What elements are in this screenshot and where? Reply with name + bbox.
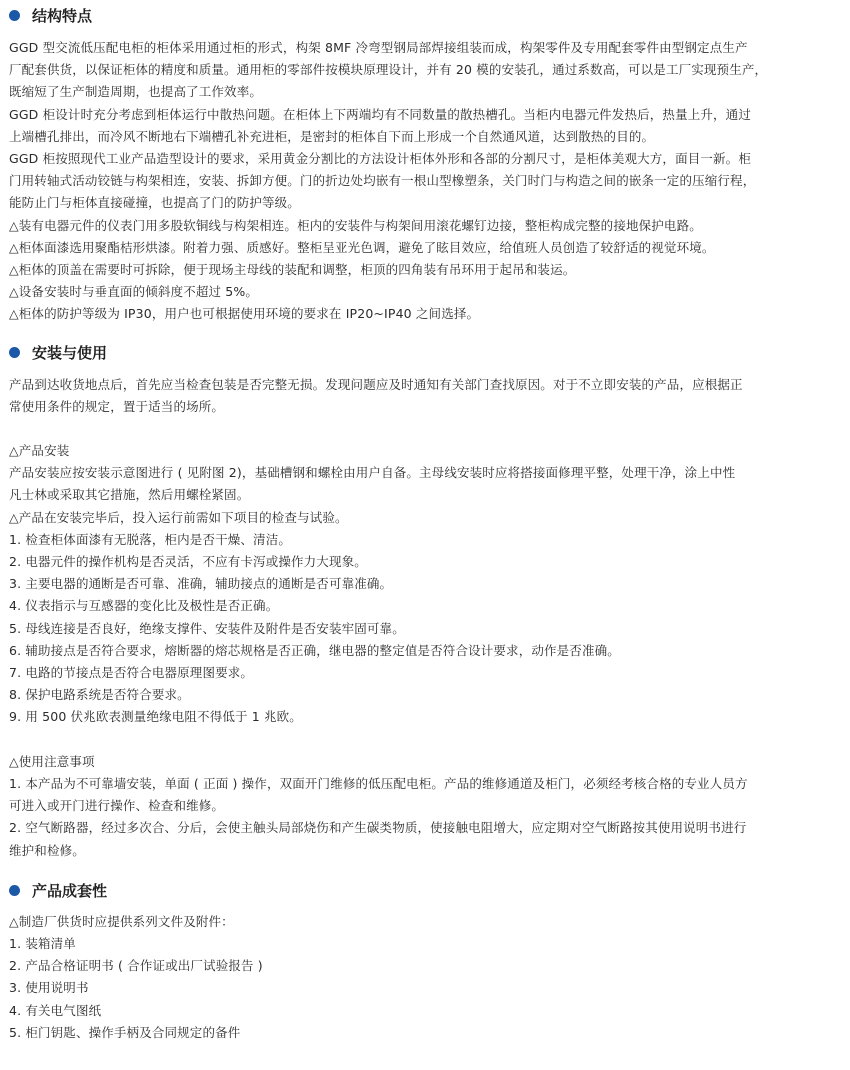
list-item: 5. 柜门钥匙、操作手柄及合同规定的备件 [9,1024,241,1040]
list-item: 6. 辅助接点是否符合要求，熔断器的熔芯规格是否正确，继电器的整定值是否符合设计要求，动作是否准确。 [9,642,620,658]
section-title: 结构特点 [32,6,93,25]
subheading: △使用注意事项 [9,753,95,769]
text-line: 能防止门与柜体直接碰撞，也提高了门的防护等级。 [9,195,300,211]
list-item: 4. 有关电气图纸 [9,1002,102,1018]
text-line: 既缩短了生产制造周期，也提高了工作效率。 [9,84,263,100]
list-item: 4. 仪表指示与互感器的变化比及极性是否正确。 [9,598,279,614]
installation-body [9,374,842,862]
list-item: 3. 主要电器的通断是否可靠、准确，辅助接点的通断是否可靠准确。 [9,576,393,592]
list-item: 1. 检查柜体面漆有无脱落，柜内是否干燥、清洁。 [9,531,292,547]
document-page [0,4,850,1070]
text-line: △设备安装时与垂直面的倾斜度不超过 5%。 [9,284,259,300]
text-line: △柜体面漆选用聚酯桔形烘漆。附着力强、质感好。整柜呈亚光色调，避免了眩目效应，给值班人员创造了较舒适的视觉环境。 [9,239,715,255]
list-item: 8. 保护电路系统是否符合要求。 [9,687,190,703]
text-line: 门用转轴式活动铰链与构架相连，安装、拆卸方便。门的折边处均嵌有一根山型橡塑条，关门时门与构造之间的嵌条一定的压缩行程， [9,173,756,189]
list-item: 2. 产品合格证明书 ( 合作证或出厂试验报告 ) [9,958,263,974]
text-line: 维护和检修。 [9,842,85,858]
list-item: 1. 装箱清单 [9,935,76,951]
structure-body [9,37,842,326]
text-line: 可进入或开门进行操作、检查和维修。 [9,798,225,814]
text-line: 厂配套供货，以保证柜体的精度和质量。通用柜的零部件按模块原理设计，并有 20 模的安装孔，通过系数高，可以是工厂实现预生产， [9,62,768,78]
section-title: 产品成套性 [32,882,108,901]
list-item: 2. 电器元件的操作机构是否灵活，不应有卡泻或操作力大现象。 [9,554,367,570]
subheading: △制造厂供货时应提供系列文件及附件： [9,913,234,929]
list-item: 7. 电路的节接点是否符合电器原理图要求。 [9,665,254,681]
text-line: △装有电器元件的仪表门用多股软铜线与构架相连。柜内的安装件与构架间用滚花螺钉边接，整柜构成完整的接地保护电路。 [9,217,702,233]
section-heading-structure [9,4,842,26]
text-line: △柜体的顶盖在需要时可拆除，便于现场主母线的装配和调整，柜顶的四角装有吊环用于起吊和装运。 [9,262,576,278]
bullet-dot-icon [9,347,20,358]
section-title: 安装与使用 [32,344,108,363]
list-item: 5. 母线连接是否良好，绝缘支撑件、安装件及附件是否安装牢固可靠。 [9,620,405,636]
text-line: 常使用条件的规定，置于适当的场所。 [9,398,225,414]
text-line: GGD 柜设计时充分考虑到柜体运行中散热问题。在柜体上下两端均有不同数量的散热槽孔。当柜内电器元件发热后，热量上升，通过 [9,106,751,122]
subheading: △产品安装 [9,443,70,459]
text-line: 上端槽孔排出，而冷风不断地右下端槽孔补充进柜，是密封的柜体自下而上形成一个自然通风道，达到散热的目的。 [9,128,655,144]
text-line: △产品在安装完毕后，投入运行前需如下项目的检查与试验。 [9,509,348,525]
section-heading-installation [9,342,842,364]
text-line: △柜体的防护等级为 IP30，用户也可根据使用环境的要求在 IP20~IP40 之间选择。 [9,306,480,322]
section-heading-completeness [9,880,842,902]
completeness-body [9,911,842,1044]
list-item: 1. 本产品为不可靠墙安装，单面 ( 正面 ) 操作，双面开门维修的低压配电柜。产品的维修通道及柜门，必须经考核合格的专业人员方 [9,775,748,791]
text-line: GGD 型交流低压配电柜的柜体采用通过柜的形式，构架 8MF 冷弯型钢局部焊接组装而成，构架零件及专用配套零件由型钢定点生产 [9,40,748,55]
list-item: 3. 使用说明书 [9,980,89,996]
list-item: 9. 用 500 伏兆欧表测量绝缘电阻不得低于 1 兆欧。 [9,709,302,725]
list-item: 2. 空气断路器，经过多次合、分后，会使主触头局部烧伤和产生碳类物质，使接触电阻增大，应定期对空气断路按其使用说明书进行 [9,820,747,836]
text-line: GGD 柜按照现代工业产品造型设计的要求，采用黄金分割比的方法设计柜体外形和各部的分割尺寸，是柜体美观大方，面目一新。柜 [9,151,751,167]
text-line: 产品安装应按安装示意图进行 ( 见附图 2)，基础槽钢和螺栓由用户自备。主母线安装时应将搭接面修理平整，处理干净，涂上中性 [9,465,736,481]
bullet-dot-icon [9,885,20,896]
bullet-dot-icon [9,10,20,21]
text-line: 产品到达收货地点后，首先应当检查包装是否完整无损。发现问题应及时通知有关部门查找原因。对于不立即安装的产品，应根据正 [9,376,743,392]
text-line: 凡士林或采取其它措施，然后用螺栓紧固。 [9,487,250,503]
